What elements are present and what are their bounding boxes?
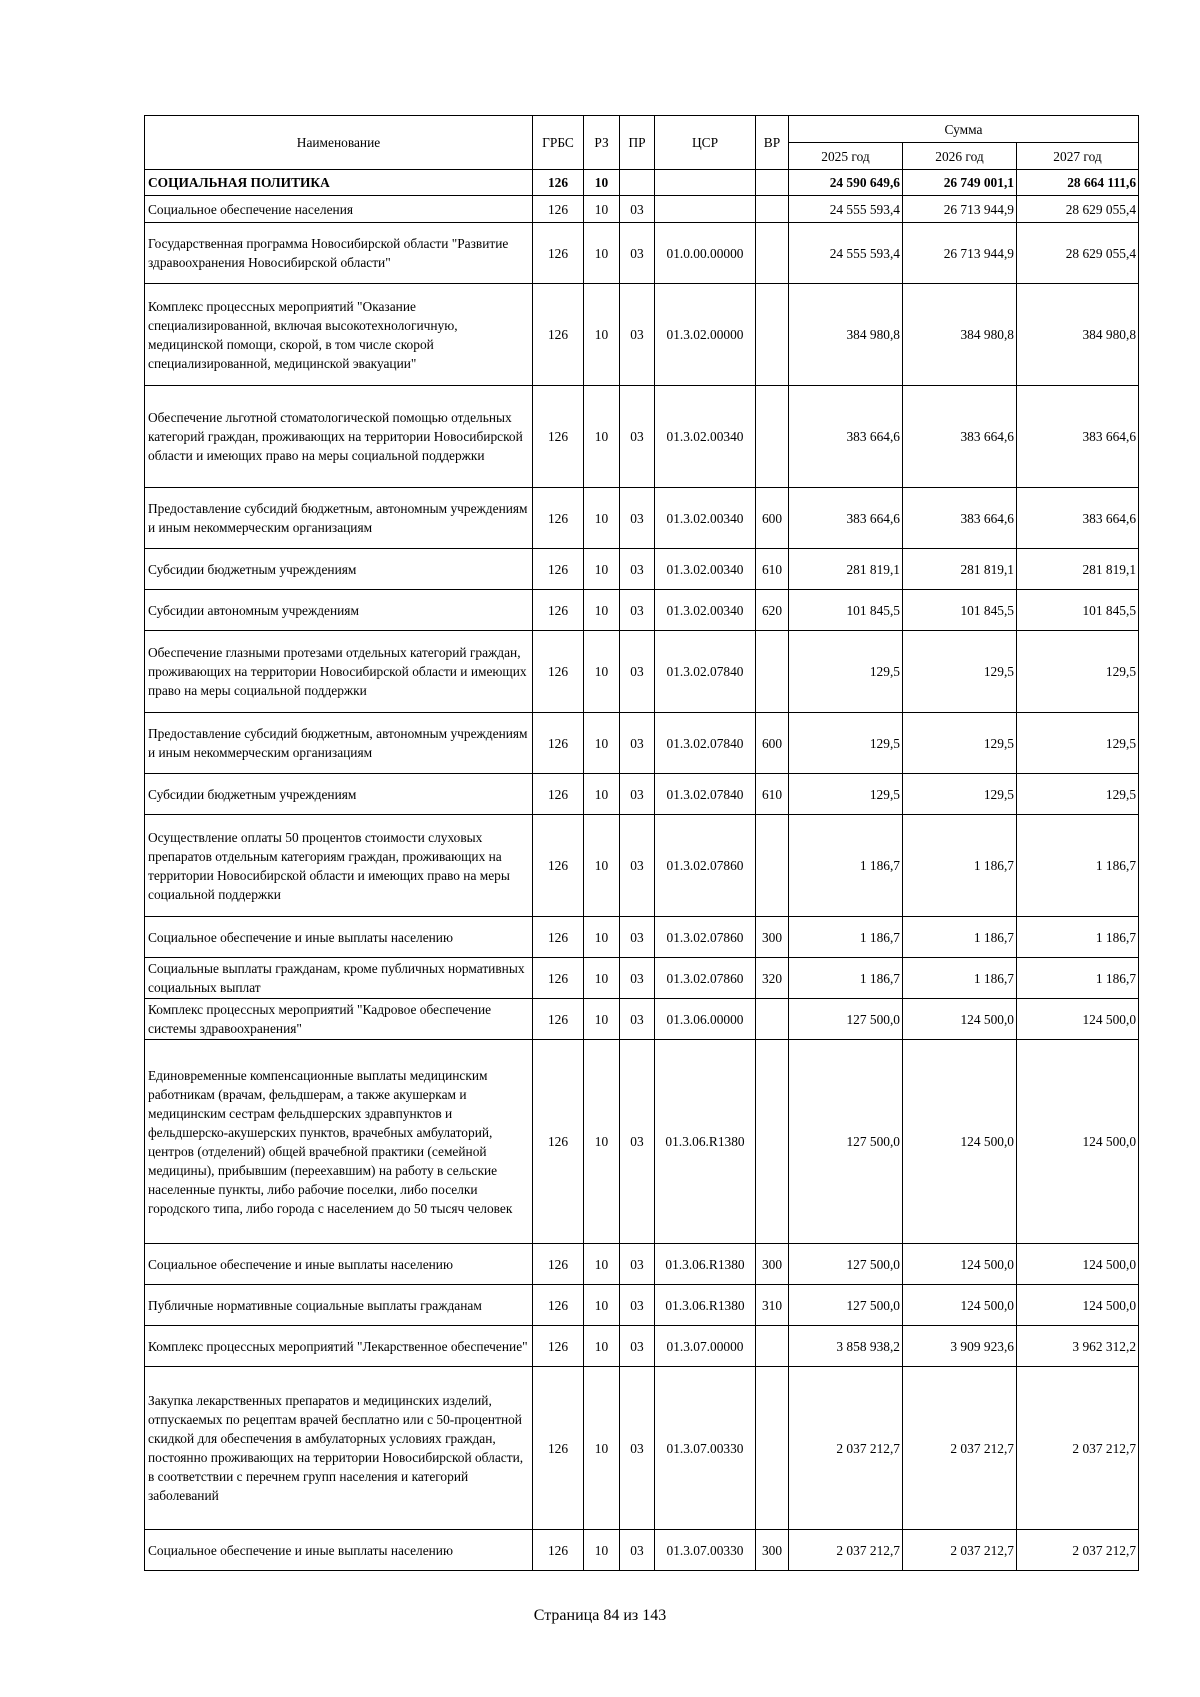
row-name: Осуществление оплаты 50 процентов стоимости слуховых препаратов отдельным категориям граждан, проживающих на территории Новосибирской области и имеющих право на меры социальной поддержки: [145, 815, 533, 917]
row-grbs: 126: [533, 386, 584, 488]
row-sum-2025: 127 500,0: [789, 1285, 903, 1326]
row-sum-2025: 127 500,0: [789, 1040, 903, 1244]
row-sum-2027: 129,5: [1017, 713, 1139, 774]
table-row: [145, 917, 1139, 958]
table-body: [145, 170, 1139, 1571]
page-number: Страница 84 из 143: [533, 1607, 667, 1624]
header-name: Наименование: [145, 116, 533, 170]
row-rz: 10: [584, 958, 620, 999]
row-vr: 600: [756, 488, 789, 549]
row-grbs: 126: [533, 815, 584, 917]
row-csr: 01.3.02.00340: [655, 590, 756, 631]
header-pr: ПР: [620, 116, 655, 170]
row-vr: [756, 815, 789, 917]
row-sum-2027: 2 037 212,7: [1017, 1530, 1139, 1571]
row-csr: 01.3.02.00000: [655, 284, 756, 386]
row-sum-2027: 28 629 055,4: [1017, 223, 1139, 284]
row-name: Социальное обеспечение и иные выплаты населению: [145, 1244, 533, 1285]
row-sum-2026: 124 500,0: [903, 1040, 1017, 1244]
row-rz: 10: [584, 284, 620, 386]
row-name: Публичные нормативные социальные выплаты гражданам: [145, 1285, 533, 1326]
table-row: [145, 774, 1139, 815]
row-vr: [756, 631, 789, 713]
row-pr: 03: [620, 488, 655, 549]
row-sum-2027: 129,5: [1017, 631, 1139, 713]
row-grbs: 126: [533, 223, 584, 284]
row-rz: 10: [584, 1367, 620, 1530]
row-rz: 10: [584, 631, 620, 713]
row-sum-2026: 383 664,6: [903, 488, 1017, 549]
row-rz: 10: [584, 1244, 620, 1285]
row-sum-2026: 124 500,0: [903, 1285, 1017, 1326]
row-vr: 600: [756, 713, 789, 774]
row-sum-2025: 129,5: [789, 713, 903, 774]
row-rz: 10: [584, 713, 620, 774]
row-name: Единовременные компенсационные выплаты медицинским работникам (врачам, фельдшерам, а также акушеркам и медицинским сестрам фельдшерских здравпунктов и фельдшерско-акушерских пунктов, врачебных амбулаторий, центров (отделений) общей врачебной практики (семейной медицины), прибывшим (переехавшим) на работу в сельские населенные пункты, либо рабочие поселки, либо поселки городского типа, либо города с населением до 50 тысяч человек: [145, 1040, 533, 1244]
row-vr: 620: [756, 590, 789, 631]
row-grbs: 126: [533, 631, 584, 713]
row-name: Государственная программа Новосибирской области "Развитие здравоохранения Новосибирской области": [145, 223, 533, 284]
row-csr: 01.3.02.00340: [655, 488, 756, 549]
row-sum-2025: 3 858 938,2: [789, 1326, 903, 1367]
row-grbs: 126: [533, 196, 584, 223]
row-pr: 03: [620, 815, 655, 917]
row-sum-2025: 129,5: [789, 774, 903, 815]
row-pr: 03: [620, 549, 655, 590]
row-rz: 10: [584, 1285, 620, 1326]
row-rz: 10: [584, 774, 620, 815]
header-csr: ЦСР: [655, 116, 756, 170]
row-vr: [756, 1040, 789, 1244]
row-sum-2025: 127 500,0: [789, 999, 903, 1040]
row-sum-2025: 1 186,7: [789, 815, 903, 917]
row-name: Комплекс процессных мероприятий "Кадровое обеспечение системы здравоохранения": [145, 999, 533, 1040]
row-name: Субсидии бюджетным учреждениям: [145, 774, 533, 815]
row-rz: 10: [584, 1040, 620, 1244]
row-grbs: 126: [533, 1244, 584, 1285]
row-grbs: 126: [533, 170, 584, 196]
row-sum-2026: 1 186,7: [903, 815, 1017, 917]
row-name: СОЦИАЛЬНАЯ ПОЛИТИКА: [145, 170, 533, 196]
row-sum-2025: 383 664,6: [789, 488, 903, 549]
row-pr: 03: [620, 1244, 655, 1285]
row-vr: [756, 170, 789, 196]
row-csr: [655, 170, 756, 196]
header-year-2027: 2027 год: [1017, 143, 1139, 170]
row-sum-2026: 124 500,0: [903, 999, 1017, 1040]
row-name: Социальное обеспечение населения: [145, 196, 533, 223]
row-sum-2026: 1 186,7: [903, 958, 1017, 999]
row-sum-2026: 129,5: [903, 631, 1017, 713]
row-grbs: 126: [533, 590, 584, 631]
row-sum-2025: 129,5: [789, 631, 903, 713]
row-name: Субсидии автономным учреждениям: [145, 590, 533, 631]
row-csr: 01.3.02.00340: [655, 386, 756, 488]
row-vr: [756, 196, 789, 223]
row-pr: 03: [620, 1040, 655, 1244]
row-grbs: 126: [533, 1040, 584, 1244]
table-row: [145, 488, 1139, 549]
row-vr: 610: [756, 549, 789, 590]
row-vr: [756, 1367, 789, 1530]
row-sum-2026: 26 713 944,9: [903, 223, 1017, 284]
row-grbs: 126: [533, 1367, 584, 1530]
row-sum-2025: 2 037 212,7: [789, 1367, 903, 1530]
header-year-2026: 2026 год: [903, 143, 1017, 170]
row-csr: 01.0.00.00000: [655, 223, 756, 284]
row-rz: 10: [584, 1326, 620, 1367]
table-header: [145, 116, 1139, 170]
row-grbs: 126: [533, 488, 584, 549]
row-csr: 01.3.02.07840: [655, 774, 756, 815]
row-vr: [756, 1326, 789, 1367]
row-csr: 01.3.07.00330: [655, 1530, 756, 1571]
row-grbs: 126: [533, 1326, 584, 1367]
row-rz: 10: [584, 386, 620, 488]
row-csr: 01.3.02.07860: [655, 958, 756, 999]
row-sum-2026: 1 186,7: [903, 917, 1017, 958]
row-sum-2027: 28 629 055,4: [1017, 196, 1139, 223]
row-rz: 10: [584, 488, 620, 549]
table-row: [145, 815, 1139, 917]
header-vr: ВР: [756, 116, 789, 170]
table-row: [145, 1530, 1139, 1571]
row-sum-2027: 28 664 111,6: [1017, 170, 1139, 196]
row-grbs: 126: [533, 713, 584, 774]
row-vr: 310: [756, 1285, 789, 1326]
table-row: [145, 958, 1139, 999]
row-sum-2026: 2 037 212,7: [903, 1367, 1017, 1530]
row-sum-2027: 383 664,6: [1017, 488, 1139, 549]
row-csr: 01.3.02.07840: [655, 631, 756, 713]
row-sum-2027: 124 500,0: [1017, 1040, 1139, 1244]
row-sum-2027: 124 500,0: [1017, 1244, 1139, 1285]
row-sum-2026: 124 500,0: [903, 1244, 1017, 1285]
row-vr: [756, 284, 789, 386]
row-grbs: 126: [533, 958, 584, 999]
table-row: [145, 999, 1139, 1040]
row-sum-2025: 2 037 212,7: [789, 1530, 903, 1571]
table-row: [145, 1367, 1139, 1530]
row-grbs: 126: [533, 774, 584, 815]
row-grbs: 126: [533, 284, 584, 386]
row-sum-2027: 101 845,5: [1017, 590, 1139, 631]
row-csr: 01.3.06.00000: [655, 999, 756, 1040]
header-sum: Сумма: [789, 116, 1139, 143]
row-pr: 03: [620, 713, 655, 774]
row-name: Социальное обеспечение и иные выплаты населению: [145, 917, 533, 958]
row-csr: [655, 196, 756, 223]
row-vr: 300: [756, 1530, 789, 1571]
row-sum-2026: 2 037 212,7: [903, 1530, 1017, 1571]
row-name: Социальные выплаты гражданам, кроме публичных нормативных социальных выплат: [145, 958, 533, 999]
row-sum-2027: 1 186,7: [1017, 917, 1139, 958]
row-sum-2027: 1 186,7: [1017, 958, 1139, 999]
table-row: [145, 1040, 1139, 1244]
row-sum-2027: 383 664,6: [1017, 386, 1139, 488]
row-rz: 10: [584, 815, 620, 917]
row-sum-2026: 26 749 001,1: [903, 170, 1017, 196]
row-grbs: 126: [533, 1285, 584, 1326]
row-vr: [756, 386, 789, 488]
row-sum-2027: 124 500,0: [1017, 1285, 1139, 1326]
row-grbs: 126: [533, 999, 584, 1040]
row-vr: 320: [756, 958, 789, 999]
table-row: [145, 284, 1139, 386]
table-row: [145, 223, 1139, 284]
row-vr: 300: [756, 1244, 789, 1285]
row-sum-2025: 127 500,0: [789, 1244, 903, 1285]
budget-table-container: [144, 115, 1138, 1571]
row-pr: [620, 170, 655, 196]
row-name: Предоставление субсидий бюджетным, автономным учреждениям и иным некоммерческим организациям: [145, 713, 533, 774]
row-sum-2025: 1 186,7: [789, 917, 903, 958]
row-sum-2025: 384 980,8: [789, 284, 903, 386]
row-pr: 03: [620, 958, 655, 999]
row-csr: 01.3.02.07860: [655, 815, 756, 917]
row-pr: 03: [620, 590, 655, 631]
row-sum-2025: 101 845,5: [789, 590, 903, 631]
row-vr: 300: [756, 917, 789, 958]
row-csr: 01.3.06.R1380: [655, 1285, 756, 1326]
row-csr: 01.3.06.R1380: [655, 1040, 756, 1244]
row-csr: 01.3.07.00000: [655, 1326, 756, 1367]
row-name: Комплекс процессных мероприятий "Оказание специализированной, включая высокотехнологичную, медицинской помощи, скорой, в том числе скорой специализированной, медицинской эвакуации": [145, 284, 533, 386]
row-sum-2025: 1 186,7: [789, 958, 903, 999]
row-csr: 01.3.07.00330: [655, 1367, 756, 1530]
table-row: [145, 590, 1139, 631]
row-name: Обеспечение глазными протезами отдельных категорий граждан, проживающих на территории Новосибирской области и имеющих право на меры социальной поддержки: [145, 631, 533, 713]
row-sum-2027: 124 500,0: [1017, 999, 1139, 1040]
row-sum-2026: 26 713 944,9: [903, 196, 1017, 223]
row-sum-2026: 129,5: [903, 713, 1017, 774]
table-row: [145, 1244, 1139, 1285]
table-row: [145, 170, 1139, 196]
row-vr: [756, 223, 789, 284]
row-name: Обеспечение льготной стоматологической помощью отдельных категорий граждан, проживающих на территории Новосибирской области и имеющих право на меры социальной поддержки: [145, 386, 533, 488]
header-rz: РЗ: [584, 116, 620, 170]
row-csr: 01.3.02.00340: [655, 549, 756, 590]
row-sum-2025: 24 555 593,4: [789, 223, 903, 284]
row-sum-2027: 129,5: [1017, 774, 1139, 815]
row-rz: 10: [584, 1530, 620, 1571]
row-sum-2027: 2 037 212,7: [1017, 1367, 1139, 1530]
row-pr: 03: [620, 1530, 655, 1571]
row-sum-2025: 24 590 649,6: [789, 170, 903, 196]
row-grbs: 126: [533, 917, 584, 958]
row-pr: 03: [620, 284, 655, 386]
row-sum-2026: 129,5: [903, 774, 1017, 815]
row-rz: 10: [584, 917, 620, 958]
row-pr: 03: [620, 196, 655, 223]
row-vr: 610: [756, 774, 789, 815]
row-name: Закупка лекарственных препаратов и медицинских изделий, отпускаемых по рецептам врачей бесплатно или с 50-процентной скидкой для обеспечения в амбулаторных условиях граждан, постоянно проживающих на территории Новосибирской области, в соответствии с перечнем групп населения и категорий заболеваний: [145, 1367, 533, 1530]
header-year-2025: 2025 год: [789, 143, 903, 170]
row-sum-2027: 281 819,1: [1017, 549, 1139, 590]
table-row: [145, 713, 1139, 774]
row-sum-2026: 383 664,6: [903, 386, 1017, 488]
table-row: [145, 1326, 1139, 1367]
row-name: Социальное обеспечение и иные выплаты населению: [145, 1530, 533, 1571]
row-sum-2027: 1 186,7: [1017, 815, 1139, 917]
row-pr: 03: [620, 631, 655, 713]
row-rz: 10: [584, 999, 620, 1040]
row-csr: 01.3.06.R1380: [655, 1244, 756, 1285]
row-sum-2027: 3 962 312,2: [1017, 1326, 1139, 1367]
row-pr: 03: [620, 999, 655, 1040]
row-csr: 01.3.02.07860: [655, 917, 756, 958]
table-row: [145, 1285, 1139, 1326]
row-rz: 10: [584, 549, 620, 590]
row-sum-2025: 281 819,1: [789, 549, 903, 590]
row-vr: [756, 999, 789, 1040]
row-name: Комплекс процессных мероприятий "Лекарственное обеспечение": [145, 1326, 533, 1367]
row-name: Предоставление субсидий бюджетным, автономным учреждениям и иным некоммерческим организациям: [145, 488, 533, 549]
row-pr: 03: [620, 1367, 655, 1530]
row-rz: 10: [584, 590, 620, 631]
row-sum-2026: 281 819,1: [903, 549, 1017, 590]
row-grbs: 126: [533, 549, 584, 590]
row-pr: 03: [620, 386, 655, 488]
row-rz: 10: [584, 223, 620, 284]
row-pr: 03: [620, 1326, 655, 1367]
row-rz: 10: [584, 170, 620, 196]
table-row: [145, 196, 1139, 223]
row-pr: 03: [620, 917, 655, 958]
row-grbs: 126: [533, 1530, 584, 1571]
row-sum-2026: 3 909 923,6: [903, 1326, 1017, 1367]
row-sum-2025: 24 555 593,4: [789, 196, 903, 223]
row-pr: 03: [620, 223, 655, 284]
header-grbs: ГРБС: [533, 116, 584, 170]
row-sum-2027: 384 980,8: [1017, 284, 1139, 386]
row-csr: 01.3.02.07840: [655, 713, 756, 774]
budget-table: [144, 115, 1139, 1571]
row-pr: 03: [620, 1285, 655, 1326]
row-pr: 03: [620, 774, 655, 815]
row-name: Субсидии бюджетным учреждениям: [145, 549, 533, 590]
row-sum-2026: 101 845,5: [903, 590, 1017, 631]
row-sum-2026: 384 980,8: [903, 284, 1017, 386]
table-row: [145, 386, 1139, 488]
table-row: [145, 631, 1139, 713]
row-sum-2025: 383 664,6: [789, 386, 903, 488]
row-rz: 10: [584, 196, 620, 223]
table-row: [145, 549, 1139, 590]
